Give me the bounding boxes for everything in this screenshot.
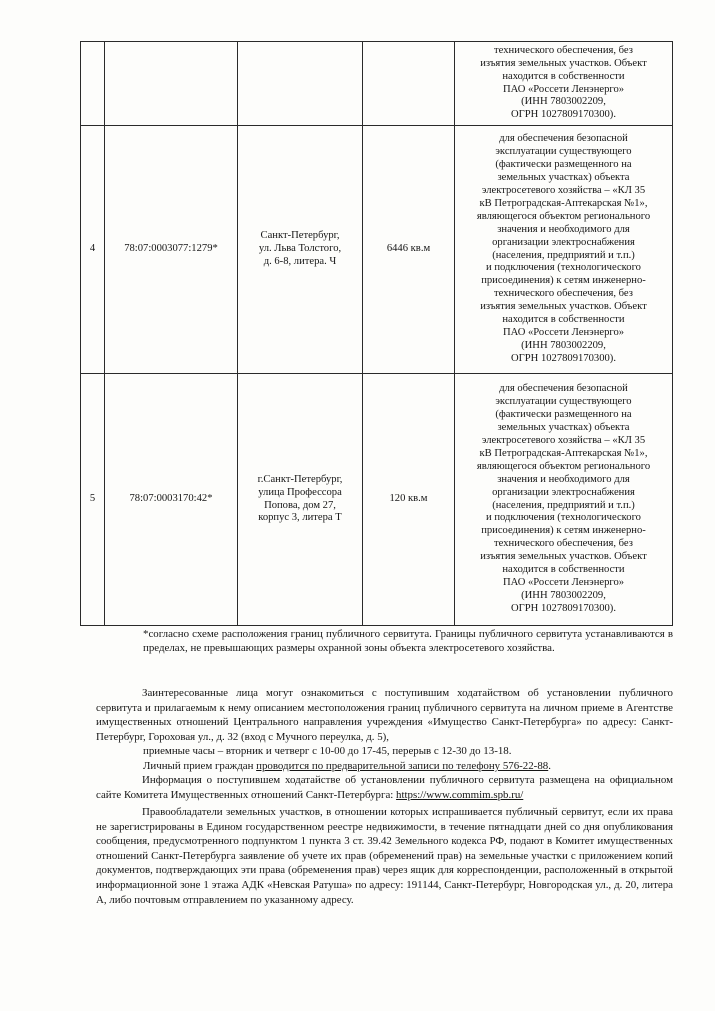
commim-website-link[interactable]: https://www.commim.spb.ru/	[396, 788, 524, 801]
reception-end: .	[548, 759, 551, 772]
reception-text: Личный прием граждан	[143, 759, 257, 772]
text-line: присоединения) к сетям инженерно-	[481, 275, 646, 287]
text-line: ПАО «Россети Ленэнерго»	[502, 83, 625, 95]
text-line: изъятия земельных участков. Объект	[480, 551, 647, 563]
text-line: (ИНН 7803002209,	[521, 339, 606, 351]
text-line: и подключения (технологического	[486, 262, 641, 274]
text-line: технического обеспечения, без	[494, 288, 633, 300]
cell-address	[238, 42, 363, 126]
text-line: являющегося объектом регионального	[476, 460, 651, 472]
cell-area	[363, 42, 455, 126]
text-line: присоединения) к сетям инженерно-	[481, 525, 646, 537]
text-line: кВ Петроградская-Аптекарская №1»,	[479, 447, 648, 459]
reception-phone-link[interactable]: проводится по предварительной записи по телефону 576-22-88	[256, 759, 549, 772]
cell-num: 5	[81, 374, 105, 626]
table-row	[81, 42, 673, 126]
text-line: электросетевого хозяйства – «КЛ 35	[481, 184, 646, 196]
text-line: для обеспечения безопасной	[499, 133, 628, 145]
text-line: (фактически размещенного на	[495, 159, 632, 171]
text-line: Попова, дом 27,	[264, 499, 336, 511]
cell-num	[81, 42, 105, 126]
text-line: ул. Льва Толстого,	[258, 243, 342, 255]
text-line: (населения, предприятий и т.п.)	[492, 249, 635, 261]
text-line: находится в собственности	[502, 564, 625, 576]
text-line: ПАО «Россети Ленэнерго»	[502, 326, 625, 338]
text-line: (населения, предприятий и т.п.)	[492, 499, 635, 511]
reception-hours: приемные часы – вторник и четверг с 10-00 до 17-45, перерыв с 12-30 до 13-18.	[143, 745, 512, 758]
text-line: ОГРН 1027809170300).	[510, 109, 616, 121]
text-line: (ИНН 7803002209,	[521, 589, 606, 601]
paragraph-review	[96, 686, 673, 774]
text-line: земельных участках) объекта	[497, 172, 630, 184]
text-line: (ИНН 7803002209,	[521, 96, 606, 108]
cell-cadastral: 78:07:0003170:42*	[105, 374, 238, 626]
info-text: Информация о поступившем ходатайстве об установлении публичного сервитута размещена на официальном сайте Комитета Имущественных отношений Санкт-Петербурга:	[96, 774, 673, 801]
footnote: *согласно схеме расположения границ публичного сервитута. Границы публичного сервитута устанавливаются в пределах, не превышающих размеры охранной зоны объекта электросетевого хозяйства.	[143, 628, 673, 654]
text-line: организации электроснабжения	[492, 236, 635, 248]
text-line: эксплуатации существующего	[495, 146, 632, 158]
paragraph-info	[96, 773, 673, 802]
text-line: кВ Петроградская-Аптекарская №1»,	[479, 197, 648, 209]
cell-address	[238, 374, 363, 626]
text-line: организации электроснабжения	[492, 486, 635, 498]
servitude-table	[80, 41, 673, 626]
cell-area: 6446 кв.м	[363, 126, 455, 374]
text-line: изъятия земельных участков. Объект	[480, 57, 647, 69]
text-line: Санкт-Петербург,	[260, 230, 340, 242]
text-line: ОГРН 1027809170300).	[510, 352, 616, 364]
text-line: ПАО «Россети Ленэнерго»	[502, 576, 625, 588]
text-line: изъятия земельных участков. Объект	[480, 301, 647, 313]
paragraph-rightholders: Правообладатели земельных участков, в отношении которых испрашивается публичный сервитут, если их права не зарегистрированы в Едином государственном реестре недвижимости, в течение пятнадцати дней со дня опубликования сообщения, предусмотренного подпунктом 1 пункта 3 ст. 39.42 Земельного кодекса РФ, подают в Комитет имущественных отношений Санкт-Петербурга заявление об учете их прав (обременений прав) на земельные участки с приложением копий документов, подтверждающих эти права (обременения прав) через ящик для корреспонденции, расположенный в открытой информационной зоне 1 этажа АДК «Невская Ратуша» по адресу: 191144, Санкт-Петербург, Новгородская ул., д. 20, литера А, либо почтовым отправлением по указанному адресу.	[96, 806, 673, 906]
text-line: электросетевого хозяйства – «КЛ 35	[481, 434, 646, 446]
text-line: для обеспечения безопасной	[499, 383, 628, 395]
text-line: значения и необходимого для	[497, 223, 630, 235]
text-line: корпус 3, литера Т	[258, 512, 342, 524]
text-line: являющегося объектом регионального	[476, 210, 651, 222]
cell-description	[455, 126, 673, 374]
text-line: находится в собственности	[502, 314, 625, 326]
text-line: значения и необходимого для	[497, 473, 630, 485]
cell-description	[455, 374, 673, 626]
cell-address	[238, 126, 363, 374]
paragraph-review-text: Заинтересованные лица могут ознакомиться с поступившим ходатайством об установлении публичного сервитута и прилагаемым к нему описанием местоположения границ публичного сервитута на личном приеме в Агентстве имущественных отношений Центрального направления учреждения «Имущество Санкт-Петербурга» по адресу: Санкт-Петербург, Гороховая ул., д. 32 (вход с Мучного переулка, д. 5),	[96, 687, 673, 743]
text-line: и подключения (технологического	[486, 512, 641, 524]
reception-line	[96, 759, 673, 774]
text-line: земельных участках) объекта	[497, 422, 630, 434]
text-line: (фактически размещенного на	[495, 409, 632, 421]
cell-area: 120 кв.м	[363, 374, 455, 626]
cell-cadastral: 78:07:0003077:1279*	[105, 126, 238, 374]
text-line: г.Санкт-Петербург,	[257, 473, 343, 485]
cell-cadastral	[105, 42, 238, 126]
text-line: ОГРН 1027809170300).	[510, 602, 616, 614]
table-row	[81, 374, 673, 626]
text-line: технического обеспечения, без	[494, 538, 633, 550]
text-line: улица Профессора	[258, 486, 342, 498]
text-line: д. 6-8, литера. Ч	[263, 255, 337, 267]
cell-description	[455, 42, 673, 126]
cell-num: 4	[81, 126, 105, 374]
table-row	[81, 126, 673, 374]
text-line: эксплуатации существующего	[495, 396, 632, 408]
text-line: находится в собственности	[502, 70, 625, 82]
text-line: технического обеспечения, без	[494, 44, 633, 56]
